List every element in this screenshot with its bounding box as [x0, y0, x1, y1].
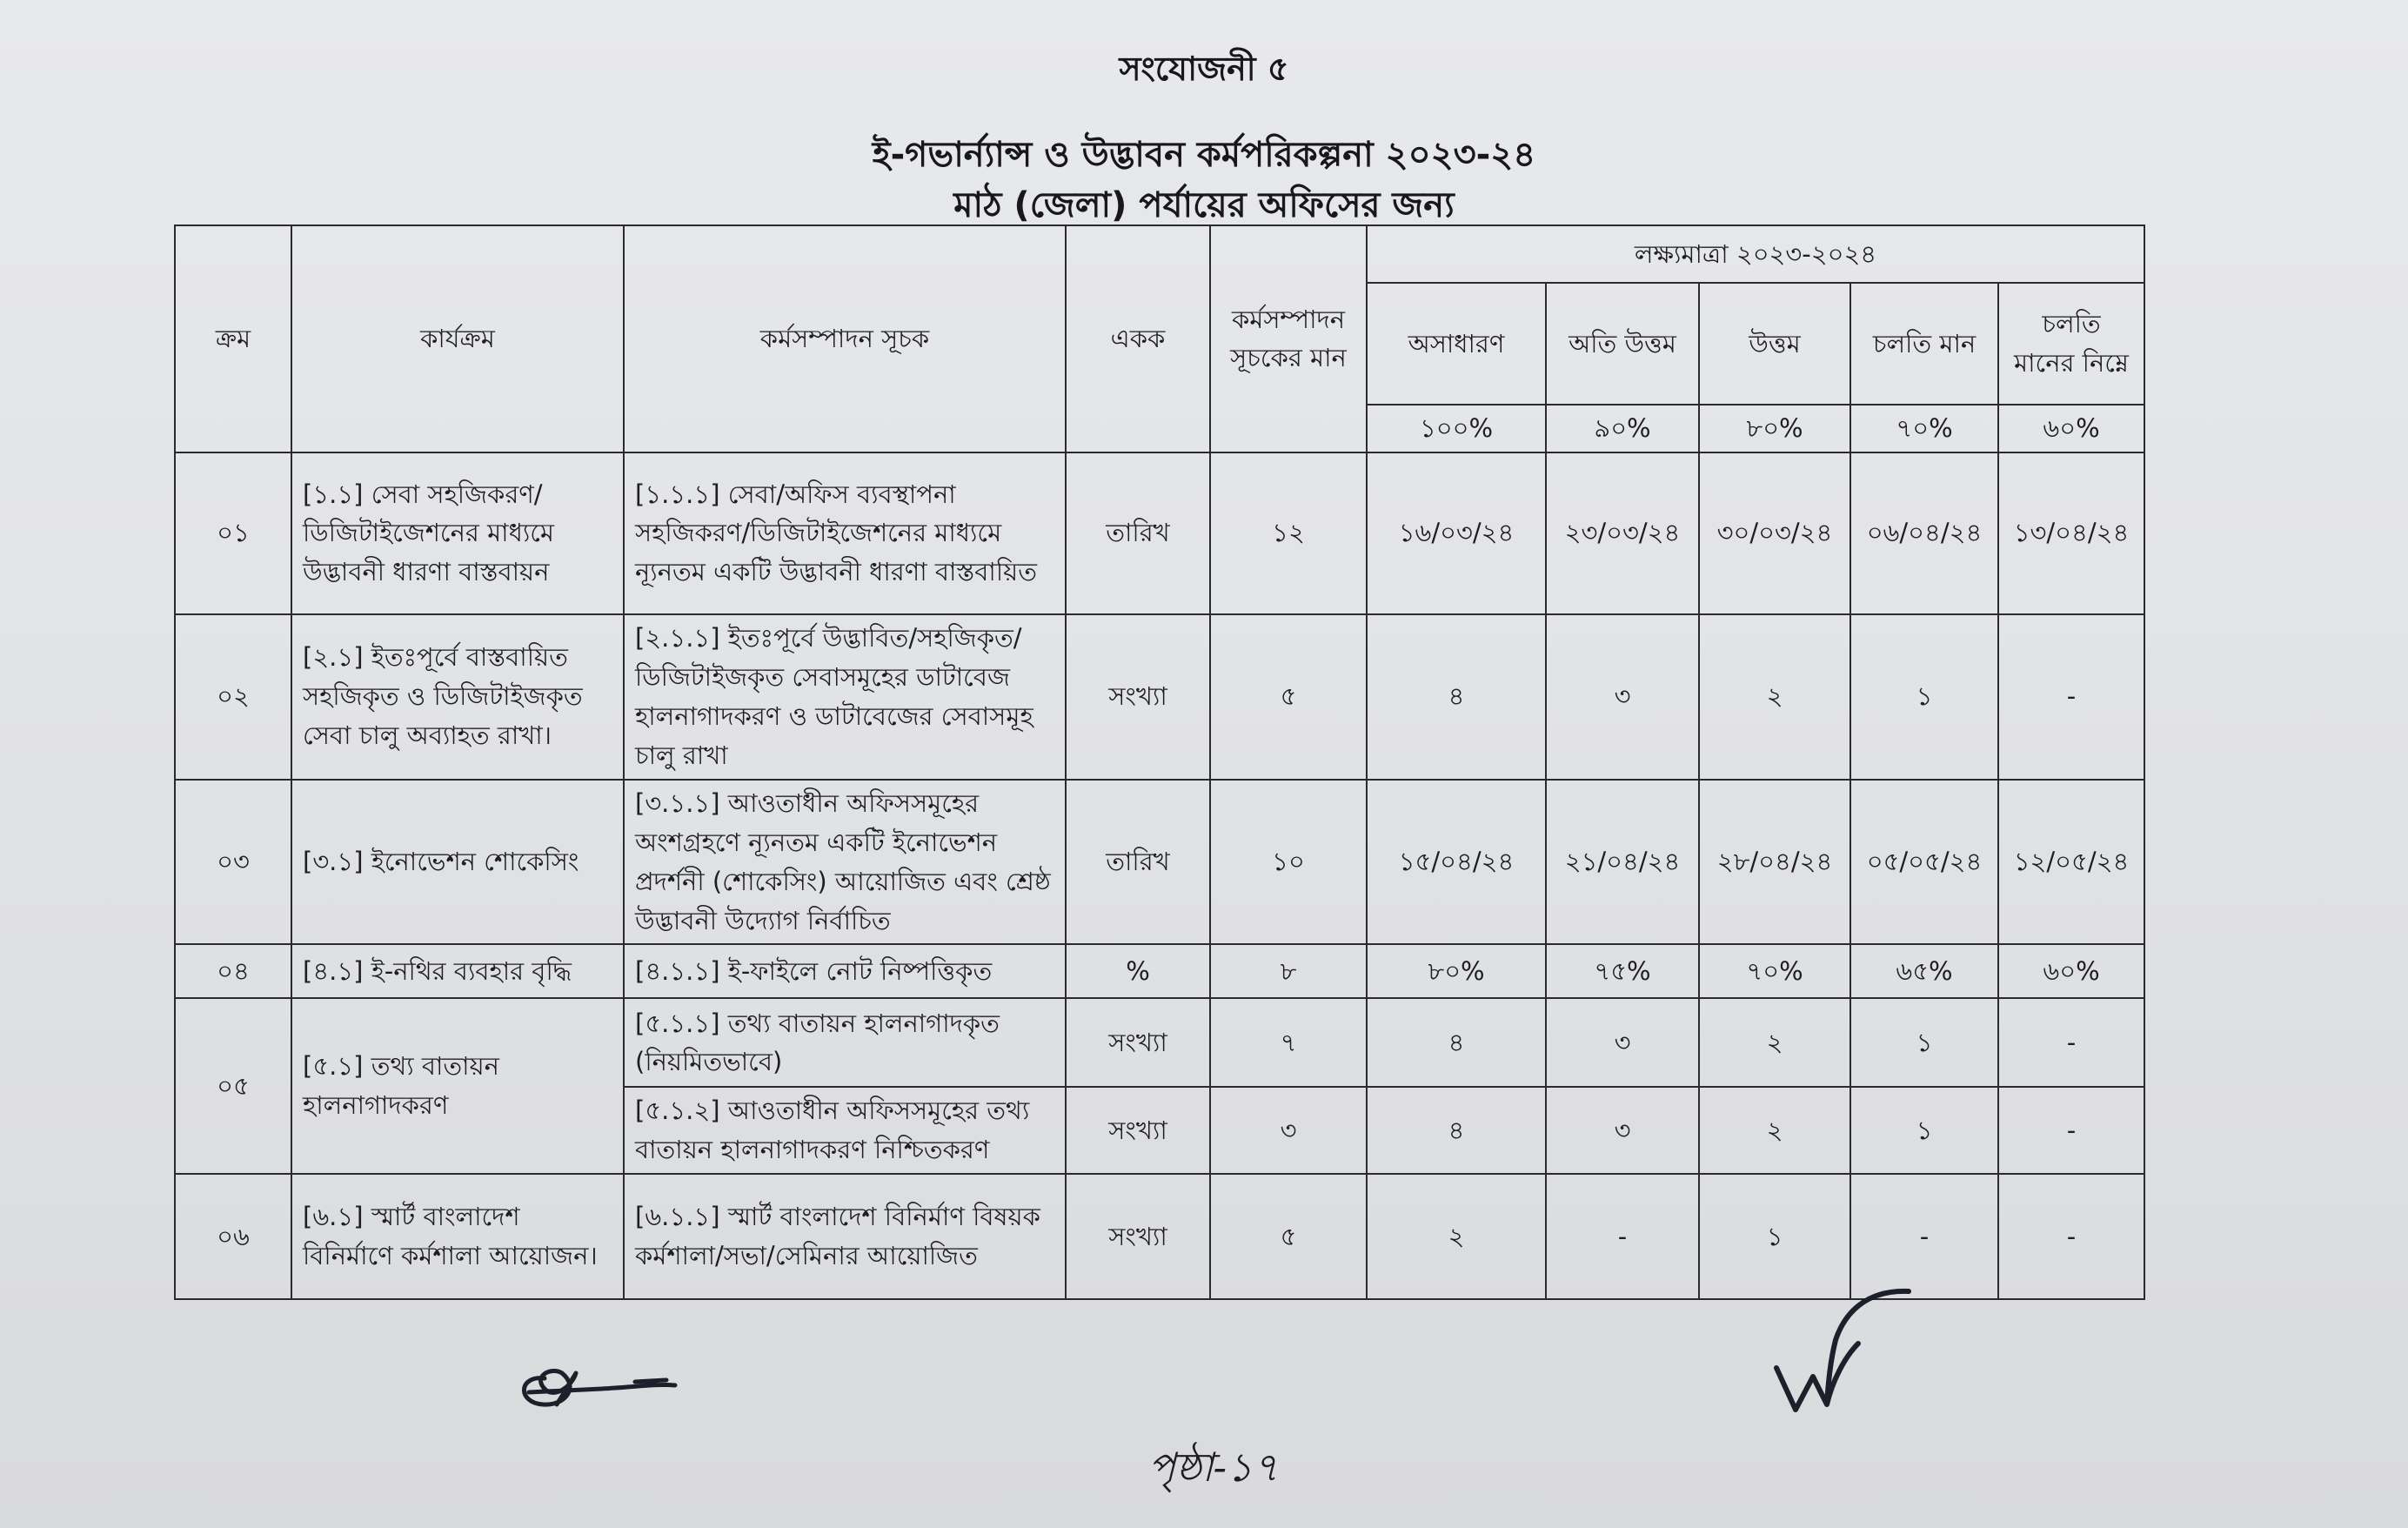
row-serial: ০৩	[175, 780, 291, 945]
row-target-very-good: ২৩/০৩/২৪	[1546, 452, 1699, 614]
row-indicator: [৩.১.১] আওতাধীন অফিসসমূহের অংশগ্রহণে ন্যূনতম একটি ইনোভেশন প্রদর্শনী (শোকেসিং) আয়োজিত এবং শ্রেষ্ঠ উদ্ভাবনী উদ্যোগ নির্বাচিত	[624, 780, 1066, 945]
row-indicator-value: ৫	[1210, 614, 1367, 780]
header-activity: কার্যক্রম	[291, 225, 624, 452]
row-target-below-current: -	[1998, 614, 2144, 780]
table-row	[175, 452, 2144, 614]
right-signature	[1761, 1279, 1917, 1418]
row-indicator-value: ৫	[1210, 1174, 1367, 1299]
row-target-current: ১	[1850, 614, 1998, 780]
row-target-good: ৩০/০৩/২৪	[1699, 452, 1850, 614]
row-target-current: ৬৫%	[1850, 944, 1998, 998]
row-target-outstanding: ২	[1367, 1174, 1546, 1299]
row-target-below-current: -	[1998, 1174, 2144, 1299]
row-target-current: ১	[1850, 1087, 1998, 1174]
row-target-below-current: ১৩/০৪/২৪	[1998, 452, 2144, 614]
row-target-very-good: -	[1546, 1174, 1699, 1299]
document-title: ই-গভার্ন্যান্স ও উদ্ভাবন কর্মপরিকল্পনা ২০২৩-২৪	[872, 135, 1536, 175]
table-row	[175, 614, 2144, 780]
header-level-outstanding: অসাধারণ	[1367, 283, 1546, 405]
row-target-good: ২	[1699, 998, 1850, 1087]
row-target-very-good: ৭৫%	[1546, 944, 1699, 998]
row-target-current: ০৫/০৫/২৪	[1850, 780, 1998, 945]
header-unit: একক	[1066, 225, 1210, 452]
row-target-current: ০৬/০৪/২৪	[1850, 452, 1998, 614]
row-activity: [১.১] সেবা সহজিকরণ/ ডিজিটাইজেশনের মাধ্যমে উদ্ভাবনী ধারণা বাস্তবায়ন	[291, 452, 624, 614]
row-target-very-good: ৩	[1546, 614, 1699, 780]
header-percent-60: ৬০%	[1998, 405, 2144, 452]
row-serial: ০৬	[175, 1174, 291, 1299]
row-target-outstanding: ১৬/০৩/২৪	[1367, 452, 1546, 614]
row-unit: %	[1066, 944, 1210, 998]
row-indicator-value: ৭	[1210, 998, 1367, 1087]
row-indicator: [২.১.১] ইতঃপূর্বে উদ্ভাবিত/সহজিকৃত/ ডিজিটাইজকৃত সেবাসমূহের ডাটাবেজ হালনাগাদকরণ ও ডাটাবেজের সেবাসমূহ চালু রাখা	[624, 614, 1066, 780]
header-level-below-current: চলতি মানের নিম্নে	[1998, 283, 2144, 405]
row-target-very-good: ২১/০৪/২৪	[1546, 780, 1699, 945]
row-target-outstanding: ৪	[1367, 614, 1546, 780]
header-indicator-value: কর্মসম্পাদন সূচকের মান	[1210, 225, 1367, 452]
row-indicator: [১.১.১] সেবা/অফিস ব্যবস্থাপনা সহজিকরণ/ডিজিটাইজেশনের মাধ্যমে ন্যূনতম একটি উদ্ভাবনী ধারণা বাস্তবায়িত	[624, 452, 1066, 614]
header-percent-100: ১০০%	[1367, 405, 1546, 452]
row-activity: [৩.১] ইনোভেশন শোকেসিং	[291, 780, 624, 945]
table-row	[175, 944, 2144, 998]
annex-label: সংযোজনী ৫	[1119, 50, 1289, 88]
row-unit: সংখ্যা	[1066, 1087, 1210, 1174]
row-target-good: ১	[1699, 1174, 1850, 1299]
header-percent-70: ৭০%	[1850, 405, 1998, 452]
row-target-good: ২৮/০৪/২৪	[1699, 780, 1850, 945]
table-row	[175, 780, 2144, 945]
row-activity: [৬.১] স্মার্ট বাংলাদেশ বিনির্মাণে কর্মশালা আয়োজন।	[291, 1174, 624, 1299]
row-target-below-current: ৬০%	[1998, 944, 2144, 998]
row-unit: সংখ্যা	[1066, 998, 1210, 1087]
row-target-very-good: ৩	[1546, 1087, 1699, 1174]
row-indicator: [৫.১.১] তথ্য বাতায়ন হালনাগাদকৃত (নিয়মিতভাবে)	[624, 998, 1066, 1087]
row-target-current: -	[1850, 1174, 1998, 1299]
row-indicator-value: ১২	[1210, 452, 1367, 614]
row-target-outstanding: ৪	[1367, 998, 1546, 1087]
header-level-good: উত্তম	[1699, 283, 1850, 405]
row-target-good: ২	[1699, 614, 1850, 780]
row-target-outstanding: ৮০%	[1367, 944, 1546, 998]
row-target-good: ৭০%	[1699, 944, 1850, 998]
row-unit: সংখ্যা	[1066, 1174, 1210, 1299]
row-indicator-value: ৮	[1210, 944, 1367, 998]
page-number: পৃষ্ঠা-১৭	[1148, 1444, 1279, 1491]
left-signature	[505, 1347, 696, 1410]
header-indicator: কর্মসম্পাদন সূচক	[624, 225, 1066, 452]
row-unit: তারিখ	[1066, 452, 1210, 614]
row-indicator: [৬.১.১] স্মার্ট বাংলাদেশ বিনির্মাণ বিষয়ক কর্মশালা/সভা/সেমিনার আয়োজিত	[624, 1174, 1066, 1299]
header-level-current: চলতি মান	[1850, 283, 1998, 405]
action-plan-table	[174, 225, 2145, 1300]
row-target-outstanding: ১৫/০৪/২৪	[1367, 780, 1546, 945]
row-target-outstanding: ৪	[1367, 1087, 1546, 1174]
row-indicator: [৫.১.২] আওতাধীন অফিসসমূহের তথ্য বাতায়ন হালনাগাদকরণ নিশ্চিতকরণ	[624, 1087, 1066, 1174]
row-serial: ০২	[175, 614, 291, 780]
row-indicator-value: ১০	[1210, 780, 1367, 945]
row-indicator: [৪.১.১] ই-ফাইলে নোট নিষ্পত্তিকৃত	[624, 944, 1066, 998]
row-unit: তারিখ	[1066, 780, 1210, 945]
row-target-below-current: -	[1998, 998, 2144, 1087]
row-serial: ০৪	[175, 944, 291, 998]
document-subtitle: মাঠ (জেলা) পর্যায়ের অফিসের জন্য	[953, 185, 1455, 225]
row-target-below-current: ১২/০৫/২৪	[1998, 780, 2144, 945]
row-unit: সংখ্যা	[1066, 614, 1210, 780]
row-target-below-current: -	[1998, 1087, 2144, 1174]
header-percent-80: ৮০%	[1699, 405, 1850, 452]
row-serial: ০১	[175, 452, 291, 614]
row-activity: [৪.১] ই-নথির ব্যবহার বৃদ্ধি	[291, 944, 624, 998]
table-row	[175, 998, 2144, 1087]
row-serial: ০৫	[175, 998, 291, 1174]
row-target-very-good: ৩	[1546, 998, 1699, 1087]
row-target-current: ১	[1850, 998, 1998, 1087]
header-serial: ক্রম	[175, 225, 291, 452]
row-activity: [৫.১] তথ্য বাতায়ন হালনাগাদকরণ	[291, 998, 624, 1174]
header-row-top	[175, 225, 2144, 283]
row-target-good: ২	[1699, 1087, 1850, 1174]
row-indicator-value: ৩	[1210, 1087, 1367, 1174]
header-target-group: লক্ষ্যমাত্রা ২০২৩-২০২৪	[1367, 225, 2144, 283]
row-activity: [২.১] ইতঃপূর্বে বাস্তবায়িত সহজিকৃত ও ডিজিটাইজকৃত সেবা চালু অব্যাহত রাখা।	[291, 614, 624, 780]
header-level-very-good: অতি উত্তম	[1546, 283, 1699, 405]
header-percent-90: ৯০%	[1546, 405, 1699, 452]
